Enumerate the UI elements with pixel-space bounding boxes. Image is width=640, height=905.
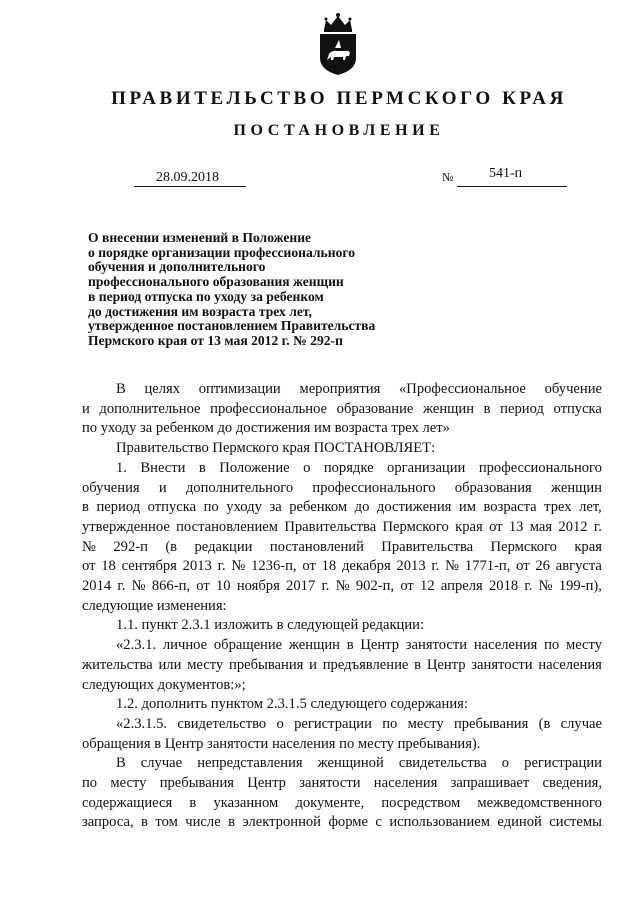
body-word: занятости [405,637,468,654]
body-word: мероприятия [299,381,381,397]
body-word: или [158,656,182,673]
body-word: В [116,381,126,397]
body-word: женщин [550,479,602,496]
body-word: регистрации [524,755,602,772]
body-word: населения [373,775,438,792]
body-line [82,597,602,617]
body-word: г. [117,578,126,595]
body-word: числе [185,814,221,831]
body-line [82,695,602,715]
body-word: № [131,578,146,595]
body-word: Пермского [382,518,449,535]
government-title: ПРАВИТЕЛЬСТВО ПЕРМСКОГО КРАЯ [111,88,567,109]
body-word: запроса, [82,814,134,831]
body-word: Внести [140,459,186,476]
body-line [82,557,602,577]
body-word: обучение [544,381,602,397]
body-word: 902-п, [355,578,395,595]
subject-line: до достижения им возраста трех лет, [88,303,312,319]
body-word: населения [538,656,602,673]
body-line [82,380,602,400]
body-word: г. [217,558,226,575]
body-word: края [574,538,602,555]
body-line [82,735,602,755]
crown-icon [324,13,352,32]
body-word: профессиональное [210,400,328,417]
body-word: Пермского [490,538,557,555]
body-word: и [82,400,90,417]
body-word: и [158,479,167,496]
body-word: достижения [376,499,452,516]
body-word: 866-п, [151,578,191,595]
body-word: до [354,499,370,516]
body-line [82,419,602,439]
body-word: 1. [116,459,127,476]
body-word: отпуска [553,400,602,417]
body-line [82,754,602,774]
body-word: запрашивает [450,775,530,792]
body-line [82,616,602,636]
body-word: 13 [508,518,524,535]
body-word: 2013 [182,558,212,575]
body-line [82,459,602,479]
body-word: профессионального [312,479,436,496]
body-word: месту [407,715,444,732]
subject-line: о порядке организации профессионального [88,244,356,260]
body-line [82,498,602,518]
body-word: редакции [194,538,253,555]
body-line [82,439,602,459]
body-word: г. [593,518,602,535]
body-word: 292-п [113,538,148,555]
body-word: предъявление [322,656,409,673]
body-word: 18 [321,558,337,575]
body-word: в [228,814,236,831]
body-word: порядке [323,459,374,476]
body-word: месту [110,775,147,792]
body-word: пребывания [453,715,529,732]
subject-line: обучения и дополнительного [88,259,266,275]
body-word: № [231,558,246,575]
body-word: посредством [381,794,461,811]
body-word: от [82,558,96,575]
body-word: в [141,814,148,831]
body-word: Центр [426,656,466,673]
body-line-text: 1.2. дополнить пунктом 2.3.1.5 следующего содержания: [116,696,468,713]
body-line-text: следующие изменения: [82,597,227,614]
body-word: по [82,775,98,792]
body-word: период [96,499,141,516]
body-word: в [198,459,206,476]
body-word: № [82,538,96,555]
body-word: уходу [226,499,262,516]
body-word: использованием [389,814,490,831]
body-word: профессионального [478,459,602,476]
body-word: организации [387,459,466,476]
body-word: образования [454,479,532,496]
body-word: указанном [213,794,279,811]
body-word: населения [473,637,538,654]
body-word: по [382,715,398,732]
body-word: 18 [101,558,116,575]
body-word: занятости [471,656,533,673]
body-word: с [375,814,382,831]
body-word: № [538,578,553,595]
body-line [82,479,602,499]
body-word: декабря [341,558,391,575]
body-word: от [400,578,414,595]
body-word: от [516,558,530,575]
body-word: женщин [423,400,475,417]
body-word: о [303,459,311,476]
body-word: 2013 [396,558,426,575]
coat-of-arms-emblem [316,10,360,76]
document-body [82,380,602,833]
body-line [82,656,602,676]
body-word: Правительства [284,518,377,535]
body-word: единой [497,814,542,831]
body-word: 199-п), [558,578,602,595]
body-word: (в [165,538,178,555]
body-word: (в [538,715,551,732]
body-line [82,676,602,696]
body-word: края [455,518,483,535]
document-type: ПОСТАНОВЛЕНИЕ [233,122,445,139]
body-word: целях [144,381,181,397]
body-line-text: Правительство Пермского края ПОСТАНОВЛЯЕТ: [116,440,436,457]
body-word: от [196,578,210,595]
subject-line: в период отпуска по уходу за ребенком [88,288,324,304]
body-word: женщин [288,637,340,654]
body-word: отпуска [147,499,197,516]
body-word: № [445,558,460,575]
body-word: регистрации [294,715,372,732]
body-word: по [544,637,560,654]
body-word: случае [560,715,602,732]
body-word: в [189,794,197,811]
body-word: женщиной [317,755,384,772]
document-subject [88,231,418,349]
body-word: по [203,499,219,516]
body-word: Центр [247,775,286,792]
body-word: в [346,637,354,654]
body-word: дополнительное [99,400,201,417]
body-word: 10 [216,578,231,595]
body-word: оптимизации [198,381,281,397]
body-word: том [155,814,178,831]
body-word: в [82,499,89,516]
subject-line: О внесении изменений в Положение [88,230,312,245]
body-word: случае [140,755,183,772]
subject-line: Пермского края от 13 мая 2012 г. № 292-п [88,332,343,348]
body-word: личное [162,637,208,654]
body-word: жительства [82,656,153,673]
body-word: лет, [579,499,602,516]
body-word: документе, [295,794,365,811]
body-word: г. [524,578,533,595]
body-word: г. [321,578,330,595]
body-line [82,577,602,597]
body-word: сентября [121,558,177,575]
body-word: содержащиеся [82,794,173,811]
body-line-text: 1.1. пункт 2.3.1 изложить в следующей редакции: [116,617,425,634]
body-word: ребенком [289,499,348,516]
body-word: и [309,656,317,673]
body-word: форме [328,814,368,831]
body-word: о [276,715,284,732]
body-word: в [483,400,491,417]
body-word: 12 [420,578,435,595]
body-word: обучения [82,479,140,496]
document-date: 28.09.2018 [156,170,219,185]
body-word: пребывания [229,656,304,673]
body-word: образование [336,400,414,417]
body-word: Правительства [381,538,474,555]
body-word: утвержденное [82,518,170,535]
body-word: В [116,755,126,772]
body-word: Положение [219,459,290,476]
body-word: 1236-п, [251,558,297,575]
body-word: 26 [535,558,550,575]
body-word: занятости [299,775,361,792]
body-line [82,518,602,538]
body-word: «2.3.1. [116,637,157,654]
document-number: 541-п [489,166,523,181]
body-line [82,538,602,558]
body-word: дополнительного [185,479,294,496]
body-word: свидетельство [177,715,267,732]
body-word: от [489,518,503,535]
body-word: № [335,578,350,595]
body-word: пребывания [159,775,235,792]
body-word: мая [529,518,553,535]
body-word: обращение [213,637,283,654]
body-word: свидетельства [398,755,487,772]
body-word: 2014 [82,578,112,595]
body-word: сведения, [542,775,602,792]
body-word: им [458,499,476,516]
body-word: межведомственного [477,794,602,811]
body-word: электронной [242,814,321,831]
body-line [82,813,602,833]
body-word: апреля [440,578,483,595]
body-line-text: следующих документов:»; [82,676,246,693]
body-word: о [501,755,510,772]
body-word: постановлением [176,518,279,535]
body-word: г. [431,558,440,575]
body-line [82,794,602,814]
body-word: непредставления [197,755,303,772]
body-word: 2012 [558,518,588,535]
body-word: 2018 [488,578,519,595]
body-word: «Профессиональное [399,381,526,397]
body-word: месту [187,656,224,673]
body-word: ноября [236,578,280,595]
body-line [82,400,602,420]
body-line [82,715,602,735]
body-word: Центр [360,637,400,654]
subject-line: профессионального образования женщин [88,274,344,290]
body-word: постановлений [269,538,364,555]
body-line-text: по уходу за ребенком до достижения им возраста трех лет» [82,420,450,437]
body-word: 2017 [286,578,316,595]
body-line-text: обращения в Центр занятости населения по месту пребывания). [82,735,481,752]
body-word: месту [565,637,602,654]
body-word: трех [544,499,572,516]
body-word: августа [555,558,602,575]
body-line [82,636,602,656]
number-sign: № [442,170,454,184]
body-word: возраста [483,499,537,516]
subject-line: утвержденное постановлением Правительства [88,318,376,334]
body-word: системы [549,814,602,831]
body-word: период [500,400,544,417]
body-word: от [302,558,316,575]
body-word: за [269,499,282,516]
body-line [82,774,602,794]
body-word: в [414,656,422,673]
body-word: «2.3.1.5. [116,715,168,732]
body-word: 1771-п, [464,558,511,575]
